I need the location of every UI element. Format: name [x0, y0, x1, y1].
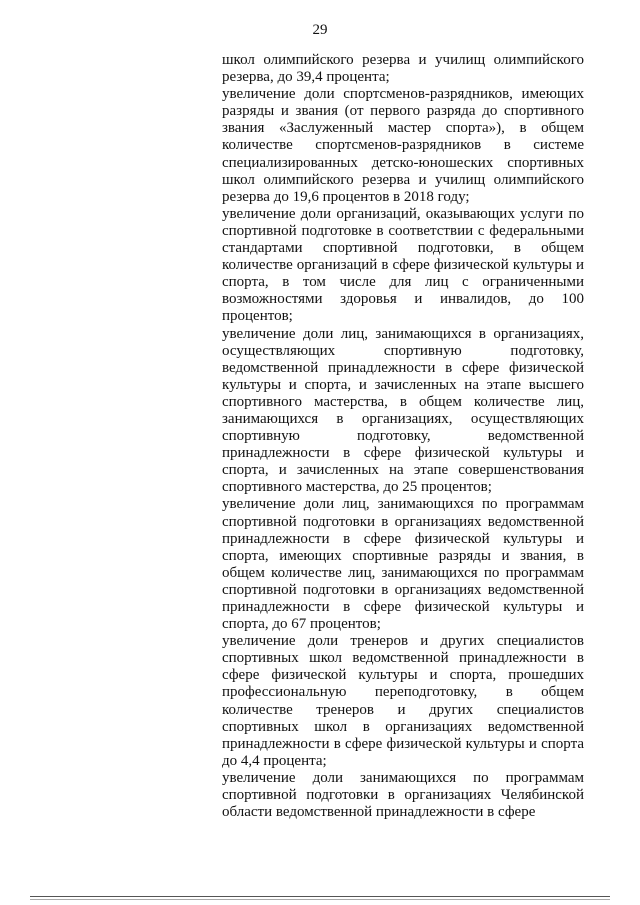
- paragraph-4: увеличение доли лиц, занимающихся в организациях, осуществляющих спортивную подготовку, ведомственной принадлежности в сфере физической культуры и спорта, и зачисленных на этапе высшего спортивного мастерства, в общем количестве лиц, занимающихся в организациях, осуществляющих спортивную подготовку, ведомственной принадлежности в сфере физической культуры и спорта, и зачисленных на этапе совершенствования спортивного мастерства, до 25 процентов;: [222, 325, 584, 496]
- page-bottom-divider: [30, 896, 610, 897]
- paragraph-2: увеличение доли спортсменов-разрядников, имеющих разряды и звания (от первого разряда до спортивного звания «Заслуженный мастер спорта»), в общем количестве спортсменов-разрядников в системе специализированных детско-юношеских спортивных школ олимпийского резерва и училищ олимпийского резерва до 19,6 процентов в 2018 году;: [222, 86, 584, 205]
- paragraph-1: школ олимпийского резерва и училищ олимпийского резерва, до 39,4 процента;: [222, 52, 584, 86]
- document-body: [222, 52, 584, 821]
- paragraph-6: увеличение доли тренеров и других специалистов спортивных школ ведомственной принадлежности в сфере физической культуры и спорта, прошедших профессиональную переподготовку, в общем количестве тренеров и других специалистов спортивных школ в организациях ведомственной принадлежности в сфере физической культуры и спорта до 4,4 процента;: [222, 633, 584, 769]
- paragraph-5: увеличение доли лиц, занимающихся по программам спортивной подготовки в организациях ведомственной принадлежности в сфере физической культуры и спорта, имеющих спортивные разряды и звания, в общем количестве лиц, занимающихся по программам спортивной подготовки в организациях ведомственной принадлежности в сфере физической культуры и спорта, до 67 процентов;: [222, 496, 584, 633]
- page-bottom-divider-shadow: [30, 899, 610, 900]
- page-number: 29: [312, 22, 328, 38]
- paragraph-3: увеличение доли организаций, оказывающих услуги по спортивной подготовке в соответствии с федеральными стандартами спортивной подготовки, в общем количестве организаций в сфере физической культуры и спорта, в том числе для лиц с ограниченными возможностями здоровья и инвалидов, до 100 процентов;: [222, 205, 584, 325]
- paragraph-7: увеличение доли занимающихся по программам спортивной подготовки в организациях Челябинской области ведомственной принадлежности в сфере: [222, 769, 584, 821]
